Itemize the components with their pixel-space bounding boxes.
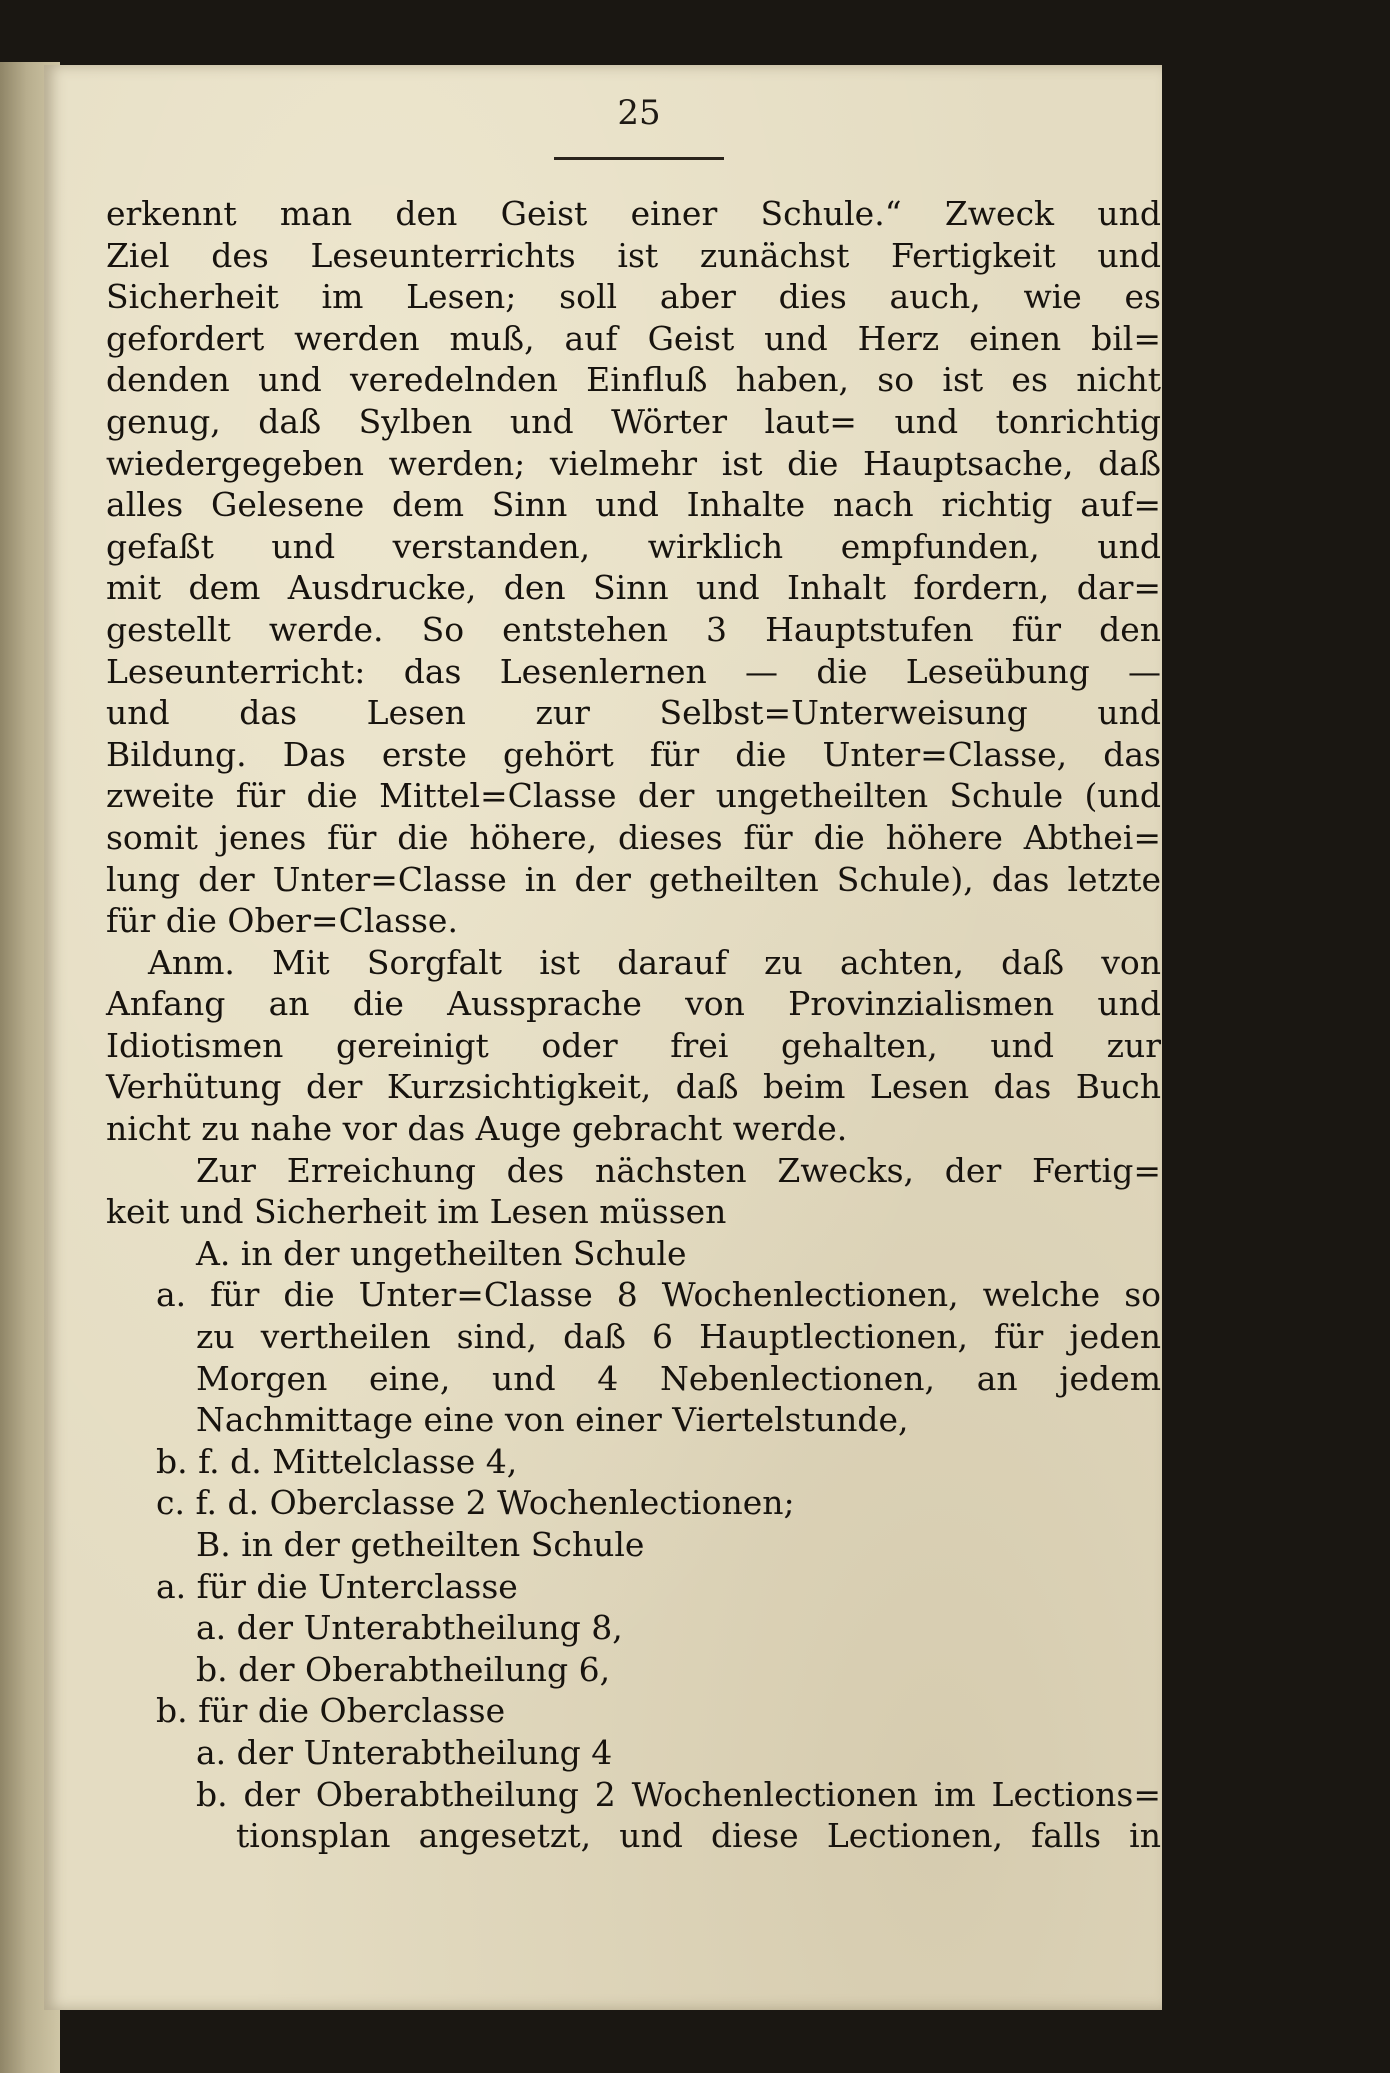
text-line: b. f. d. Mittelclasse 4, — [156, 1441, 518, 1481]
text-line: keit und Sicherheit im Lesen müssen — [106, 1192, 727, 1232]
text-line: Zur Erreichung des nächsten Zwecks, der Fertig= — [196, 1150, 1161, 1190]
text-line: tionsplan angesetzt, und diese Lectionen, falls in — [236, 1816, 1161, 1856]
text-line: denden und veredelnden Einfluß haben, so ist es nicht — [106, 360, 1161, 400]
text-line: erkennt man den Geist einer Schule.“ Zweck und — [106, 194, 1161, 233]
text-line: b. für die Oberclasse — [156, 1691, 506, 1731]
text-line: b. der Oberabtheilung 2 Wochenlectionen im Lections= — [196, 1774, 1161, 1814]
header-rule — [554, 157, 724, 160]
text-line: Anfang an die Aussprache von Provinzialismen und — [106, 984, 1161, 1024]
text-line: b. der Oberabtheilung 6, — [196, 1649, 611, 1689]
text-line: a. für die Unter=Classe 8 Wochenlectionen, welche so — [156, 1275, 1161, 1315]
text-line: somit jenes für die höhere, dieses für die höhere Abthei= — [106, 817, 1161, 857]
text-line: wiedergegeben werden; vielmehr ist die Hauptsache, daß — [106, 443, 1161, 483]
text-line: a. der Unterabtheilung 8, — [196, 1608, 623, 1648]
text-line: nicht zu nahe vor das Auge gebracht werde. — [106, 1109, 848, 1149]
text-line: lung der Unter=Classe in der getheilten Schule), das letzte — [106, 859, 1161, 899]
text-line: zweite für die Mittel=Classe der ungetheilten Schule (und — [106, 776, 1161, 816]
text-line: gefordert werden muß, auf Geist und Herz einen bil= — [106, 318, 1161, 358]
text-line: Leseunterricht: das Lesenlernen — die Leseübung — — [106, 651, 1161, 691]
text-line: Ziel des Leseunterrichts ist zunächst Fertigkeit und — [106, 235, 1161, 275]
text-line: Idiotismen gereinigt oder frei gehalten, und zur — [106, 1025, 1161, 1065]
text-line: mit dem Ausdrucke, den Sinn und Inhalt fordern, dar= — [106, 568, 1161, 608]
text-line: a. der Unterabtheilung 4 — [196, 1732, 613, 1772]
text-line: zu vertheilen sind, daß 6 Hauptlectionen, für jeden — [196, 1317, 1161, 1357]
text-line: a. für die Unterclasse — [156, 1566, 518, 1606]
text-line: Verhütung der Kurzsichtigkeit, daß beim Lesen das Buch — [106, 1067, 1161, 1107]
text-line: für die Ober=Classe. — [106, 901, 458, 941]
text-line: und das Lesen zur Selbst=Unterweisung und — [106, 693, 1161, 733]
book-page — [44, 65, 1162, 2010]
text-line: Bildung. Das erste gehört für die Unter=Classe, das — [106, 734, 1161, 774]
text-line: alles Gelesene dem Sinn und Inhalte nach richtig auf= — [106, 485, 1161, 525]
text-line: c. f. d. Oberclasse 2 Wochenlectionen; — [156, 1483, 795, 1523]
text-line: Morgen eine, und 4 Nebenlectionen, an jedem — [196, 1358, 1161, 1398]
text-line: genug, daß Sylben und Wörter laut= und tonrichtig — [106, 401, 1161, 441]
text-line: gestellt werde. So entstehen 3 Hauptstufen für den — [106, 609, 1161, 649]
text-line: B. in der getheilten Schule — [196, 1525, 645, 1564]
text-line: Sicherheit im Lesen; soll aber dies auch, wie es — [106, 277, 1161, 317]
text-line: gefaßt und verstanden, wirklich empfunden, und — [106, 526, 1161, 566]
text-line: A. in der ungetheilten Schule — [196, 1233, 687, 1273]
body-text — [106, 193, 1161, 1857]
page-number: 25 — [617, 93, 661, 133]
text-line: Nachmittage eine von einer Viertelstunde, — [196, 1400, 909, 1440]
text-line: Anm. Mit Sorgfalt ist darauf zu achten, daß von — [148, 942, 1161, 982]
